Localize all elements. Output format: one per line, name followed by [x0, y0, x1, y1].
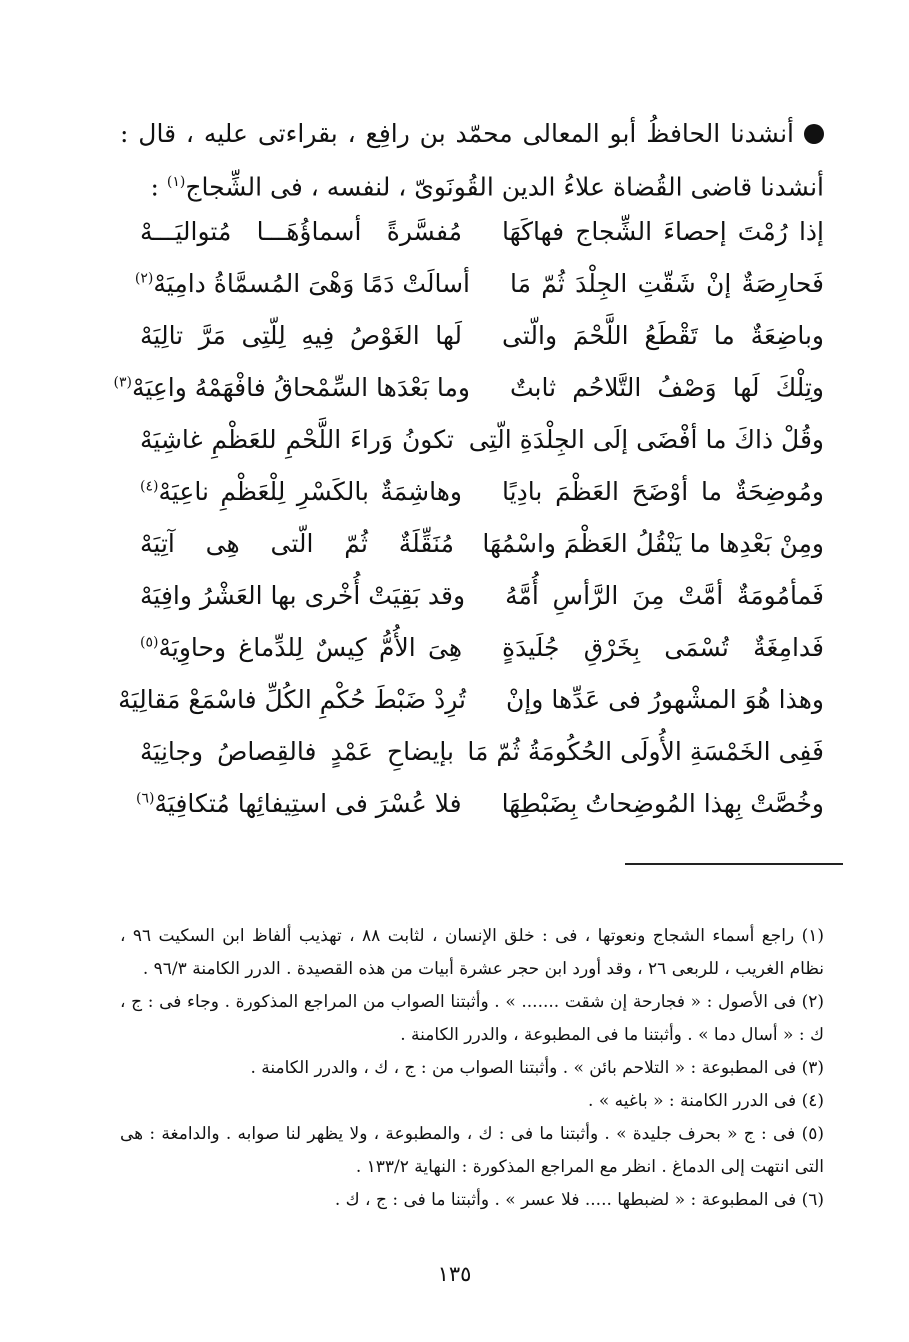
verse-second-hemistich: [140, 321, 462, 350]
verse-second-text: وهاشِمَةٌ بالكَسْرِ لِلْعَظْمِ ناعِيَهْ: [158, 476, 462, 506]
verse-first-hemistich: إذا رُمْتَ إحصاءَ الشِّجاج فهاكَهَا: [502, 216, 824, 246]
page-number: ١٣٥: [437, 1262, 472, 1286]
verse-row: [113, 361, 824, 413]
verse-row: [140, 725, 824, 777]
footnote-marker: (٣): [113, 374, 132, 391]
verse-second-hemistich: [140, 425, 454, 454]
verse-row: [140, 205, 824, 257]
verse-row: [140, 621, 824, 673]
footnote-divider: [625, 863, 843, 865]
verse-row: [140, 465, 824, 517]
verse-second-text: مُفسَّرةً أسماؤُهَـــا مُتواليَـــهْ: [140, 216, 462, 246]
verse-row: [136, 777, 824, 829]
footnotes: [120, 920, 824, 1217]
verse-second-text: وما بَعْدَها السِّمْحاقُ فافْهَمْهُ واعِيَهْ: [131, 372, 470, 402]
verse-first-hemistich: فَحارِصَةٌ إنْ شَقّتِ الجِلْدَ ثُمّ مَا: [510, 268, 824, 298]
poem: [113, 205, 824, 829]
verse-second-text: بإيضاحِ عَمْدٍ فالقِصاصُ وجانِيَهْ: [140, 736, 454, 766]
footnote: (٤) فى الدرر الكامنة : « باغيه » .: [588, 1091, 824, 1111]
verse-first-hemistich: فَدامِغَةٌ تُسْمَى بِخَرْقِ جُلَيدَةٍ: [502, 632, 824, 662]
verse-first-hemistich: وخُصَّتْ بِهذا المُوضِحاتُ بِضَبْطِهَا: [501, 788, 824, 818]
verse-second-text: فلا عُسْرَ فى استِيفائِها مُتكافِيَهْ: [154, 788, 462, 818]
verse-row: [134, 257, 824, 309]
verse-row: [140, 517, 824, 569]
footnote: (٢) فى الأصول : « فجارحة إن شقت ....... » . وأثبتنا الصواب من المراجع المذكورة . وجاء فى : ج ، ك : « أسال دما » . وأثبتنا ما فى المطبوعة ، والدرر الكامنة .: [120, 992, 824, 1045]
verse-row: [140, 569, 824, 621]
intro-line-1: أنشدنا الحافظُ أبو المعالى محمّد بن رافِع ، بقراءتى عليه ، قال : أنشدنا قاضى: [120, 119, 824, 202]
verse-second-text: مُنَقِّلَةٌ ثُمّ الّتى هِى آتِيَهْ: [140, 528, 454, 558]
intro-colon: :: [150, 172, 167, 202]
verse-second-hemistich: [136, 789, 462, 818]
verse-first-hemistich: وهذا هُوَ المشْهورُ فى عَدِّها وإنْ: [506, 684, 824, 714]
verse-first-hemistich: وقُلْ ذاكَ ما أفْضَى إلَى الجِلْدَةِ الّتِى: [468, 424, 824, 454]
verse-second-hemistich: [140, 633, 462, 662]
verse-second-hemistich: [140, 529, 454, 558]
verse-first-hemistich: وباضِعَةٌ ما تَقْطَعُ اللَّحْمَ والّتى: [502, 320, 824, 350]
verse-first-hemistich: فَمأمُومَةٌ أمَّتْ مِنَ الرَّأسِ أُمَّهُ: [505, 580, 824, 610]
verse-second-text: تكونُ وَراءَ اللَّحْمِ للعَظْمِ غاشِيَهْ: [140, 424, 454, 454]
verse-second-text: أسالَتْ دَمًا وَهْىَ المُسمَّاةُ دامِيَهْ: [153, 268, 470, 298]
verse-row: [140, 413, 824, 465]
verse-second-hemistich: [113, 372, 470, 402]
verse-first-hemistich: وتِلْكَ لَها وَصْفُ التَّلاحُم ثابتٌ: [510, 372, 824, 402]
verse-second-hemistich: [140, 477, 462, 506]
verse-first-hemistich: ومُوضِحَةٌ ما أوْضَحَ العَظْمَ بادِيًا: [502, 476, 824, 506]
footnote-marker: (٢): [134, 270, 154, 287]
footnote-marker: (٥): [140, 634, 159, 651]
verse-row: [118, 673, 824, 725]
verse-second-text: تُرِدْ ضَبْطَ حُكْمِ الكُلِّ فاسْمَعْ مَقالِيَهْ: [118, 684, 466, 714]
footnote-marker: (٤): [140, 478, 159, 495]
verse-second-hemistich: [140, 737, 454, 766]
footnote: (١) راجع أسماء الشجاج ونعوتها ، فى : خلق الإنسان ، لثابت ٨٨ ، تهذيب ألفاظ ابن السكيت ٩٦ ، نظام الغريب ، للربعى ٢٦ ، وقد أورد ابن حجر عشرة أبيات من هذه القصيدة . الدرر الكامنة ٩٦/٣ .: [120, 926, 825, 979]
verse-second-hemistich: [118, 684, 466, 714]
verse-second-text: وقد بَقِيَتْ أُخْرى بها العَشْرُ وافِيَهْ: [140, 580, 466, 610]
footnote-marker: (١): [166, 174, 186, 190]
footnote-marker: (٦): [136, 790, 155, 807]
intro-line-2: القُضاة علاءُ الدين القُونَوىّ ، لنفسه ، فى الشِّجاج: [185, 172, 683, 202]
verse-row: [140, 309, 824, 361]
verse-second-text: لَها الغَوْصُ فِيهِ لِلّتِى مَرَّ تالِيَهْ: [140, 320, 462, 350]
intro-paragraph: [120, 110, 824, 211]
footnote: (٦) فى المطبوعة : « لضبطها ..... فلا عسر » . وأثبتنا ما فى : ج ، ك .: [334, 1190, 824, 1210]
footnote: (٥) فى : ج « بحرف جليدة » . وأثبتنا ما فى : ك ، والمطبوعة ، ولا يظهر لنا صوابه . والدامغة : هى التى انتهت إلى الدماغ . انظر مع المراجع المذكورة : النهاية ١٣٣/٢ .: [120, 1124, 824, 1177]
verse-second-hemistich: [140, 581, 465, 610]
verse-second-hemistich: [140, 217, 462, 246]
verse-first-hemistich: ومِنْ بَعْدِها ما يَنْقُلُ العَظْمَ واسْمُهَا: [482, 528, 824, 558]
verse-second-text: هِىَ الأُمُّ كِيسٌ لِلدِّماغ وحاوِيَهْ: [158, 632, 462, 662]
verse-second-hemistich: [134, 268, 470, 298]
bullet-icon: [804, 124, 824, 144]
footnote: (٣) فى المطبوعة : « التلاحم بائن » . وأثبتنا الصواب من : ج ، ك ، والدرر الكامنة .: [250, 1058, 824, 1078]
verse-first-hemistich: فَفِى الخَمْسَةِ الأُولَى الحُكُومَةُ ثُمّ مَا: [467, 736, 824, 766]
